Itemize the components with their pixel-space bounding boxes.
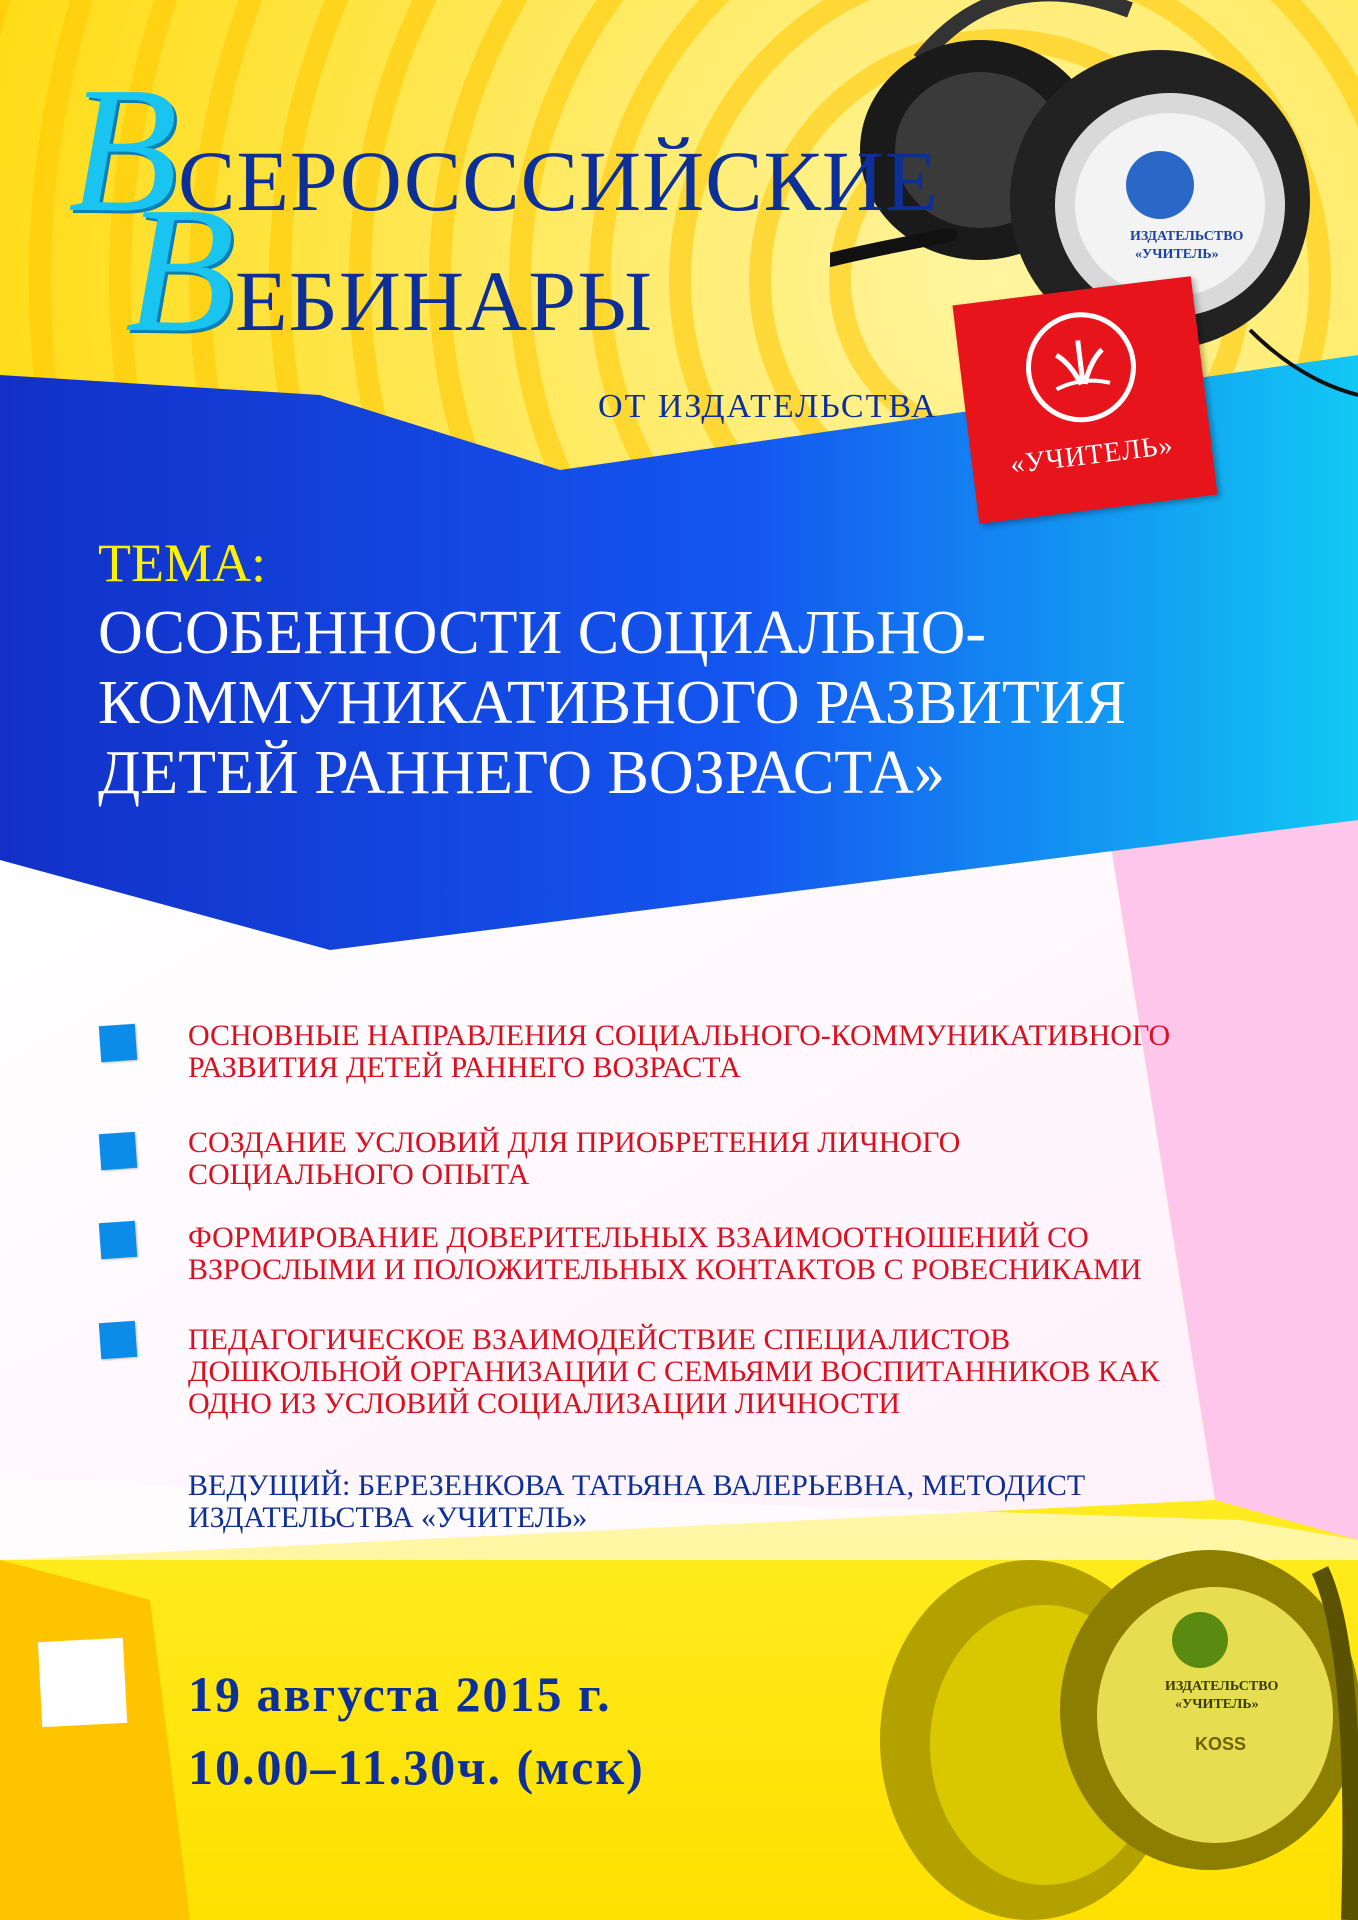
list-item-line: РАЗВИТИЯ ДЕТЕЙ РАННЕГО ВОЗРАСТА bbox=[188, 1051, 741, 1084]
logo-emblem-icon bbox=[1020, 306, 1143, 429]
topic-title bbox=[98, 598, 1338, 808]
list-item-line: ФОРМИРОВАНИЕ ДОВЕРИТЕЛЬНЫХ ВЗАИМООТНОШЕНИЙ СО bbox=[188, 1221, 1089, 1254]
list-item bbox=[188, 1020, 1268, 1084]
headset-bottom-image bbox=[880, 1530, 1358, 1920]
svg-text:«УЧИТЕЛЬ»: «УЧИТЕЛЬ» bbox=[1175, 1697, 1259, 1712]
svg-text:«УЧИТЕЛЬ»: «УЧИТЕЛЬ» bbox=[1135, 247, 1219, 262]
bullet-square-icon bbox=[99, 1024, 137, 1062]
bullet-square-icon bbox=[99, 1221, 137, 1259]
list-item-line: ВЗРОСЛЫМИ И ПОЛОЖИТЕЛЬНЫХ КОНТАКТОВ С РОВЕСНИКАМИ bbox=[188, 1253, 1142, 1286]
host-line: ВЕДУЩИЙ: БЕРЕЗЕНКОВА ТАТЬЯНА ВАЛЕРЬЕВНА, МЕТОДИСТ bbox=[188, 1469, 1086, 1502]
publisher-prefix: ОТ ИЗДАТЕЛЬСТВА bbox=[598, 388, 938, 425]
bullet-square-icon bbox=[99, 1132, 137, 1170]
host-info bbox=[188, 1470, 1268, 1534]
title-initial-1: В bbox=[68, 50, 178, 249]
svg-text:ИЗДАТЕЛЬСТВО: ИЗДАТЕЛЬСТВО bbox=[1130, 229, 1244, 244]
logo-caption: «УЧИТЕЛЬ» bbox=[1008, 429, 1176, 481]
topic-line: ДЕТЕЙ РАННЕГО ВОЗРАСТА» bbox=[98, 739, 945, 807]
host-line: ИЗДАТЕЛЬСТВА «УЧИТЕЛЬ» bbox=[188, 1501, 588, 1534]
list-item-line: ПЕДАГОГИЧЕСКОЕ ВЗАИМОДЕЙСТВИЕ СПЕЦИАЛИСТОВ bbox=[188, 1323, 1011, 1356]
list-item-line: СОЗДАНИЕ УСЛОВИЙ ДЛЯ ПРИОБРЕТЕНИЯ ЛИЧНОГО bbox=[188, 1126, 961, 1159]
list-item-line: ОСНОВНЫЕ НАПРАВЛЕНИЯ СОЦИАЛЬНОГО-КОММУНИКАТИВНОГО bbox=[188, 1019, 1171, 1052]
event-time: 10.00–11.30ч. (мск) bbox=[188, 1739, 645, 1795]
bullet-square-icon bbox=[99, 1321, 137, 1359]
title-word-2: ЕБИНАРЫ bbox=[234, 253, 654, 349]
topic-line: КОММУНИКАТИВНОГО РАЗВИТИЯ bbox=[98, 669, 1127, 737]
topic-label: ТЕМА: bbox=[98, 533, 266, 593]
publisher-logo bbox=[952, 276, 1217, 524]
list-item-line: СОЦИАЛЬНОГО ОПЫТА bbox=[188, 1158, 530, 1191]
title-initial-2: В bbox=[125, 170, 235, 369]
event-date: 19 августа 2015 г. bbox=[188, 1666, 612, 1722]
list-item-line: ОДНО ИЗ УСЛОВИЙ СОЦИАЛИЗАЦИИ ЛИЧНОСТИ bbox=[188, 1387, 901, 1420]
list-item bbox=[188, 1324, 1268, 1420]
list-item bbox=[188, 1222, 1268, 1286]
title-word-1: СЕРОСССИЙСКИЕ bbox=[177, 133, 939, 229]
list-item-line: ДОШКОЛЬНОЙ ОРГАНИЗАЦИИ С СЕМЬЯМИ ВОСПИТАННИКОВ КАК bbox=[188, 1355, 1160, 1388]
topic-line: ОСОБЕННОСТИ СОЦИАЛЬНО- bbox=[98, 599, 987, 667]
svg-text:ИЗДАТЕЛЬСТВО: ИЗДАТЕЛЬСТВО bbox=[1165, 1679, 1279, 1694]
svg-text:KOSS: KOSS bbox=[1195, 1734, 1247, 1754]
title-line-2 bbox=[125, 170, 654, 369]
list-item bbox=[188, 1127, 1268, 1191]
